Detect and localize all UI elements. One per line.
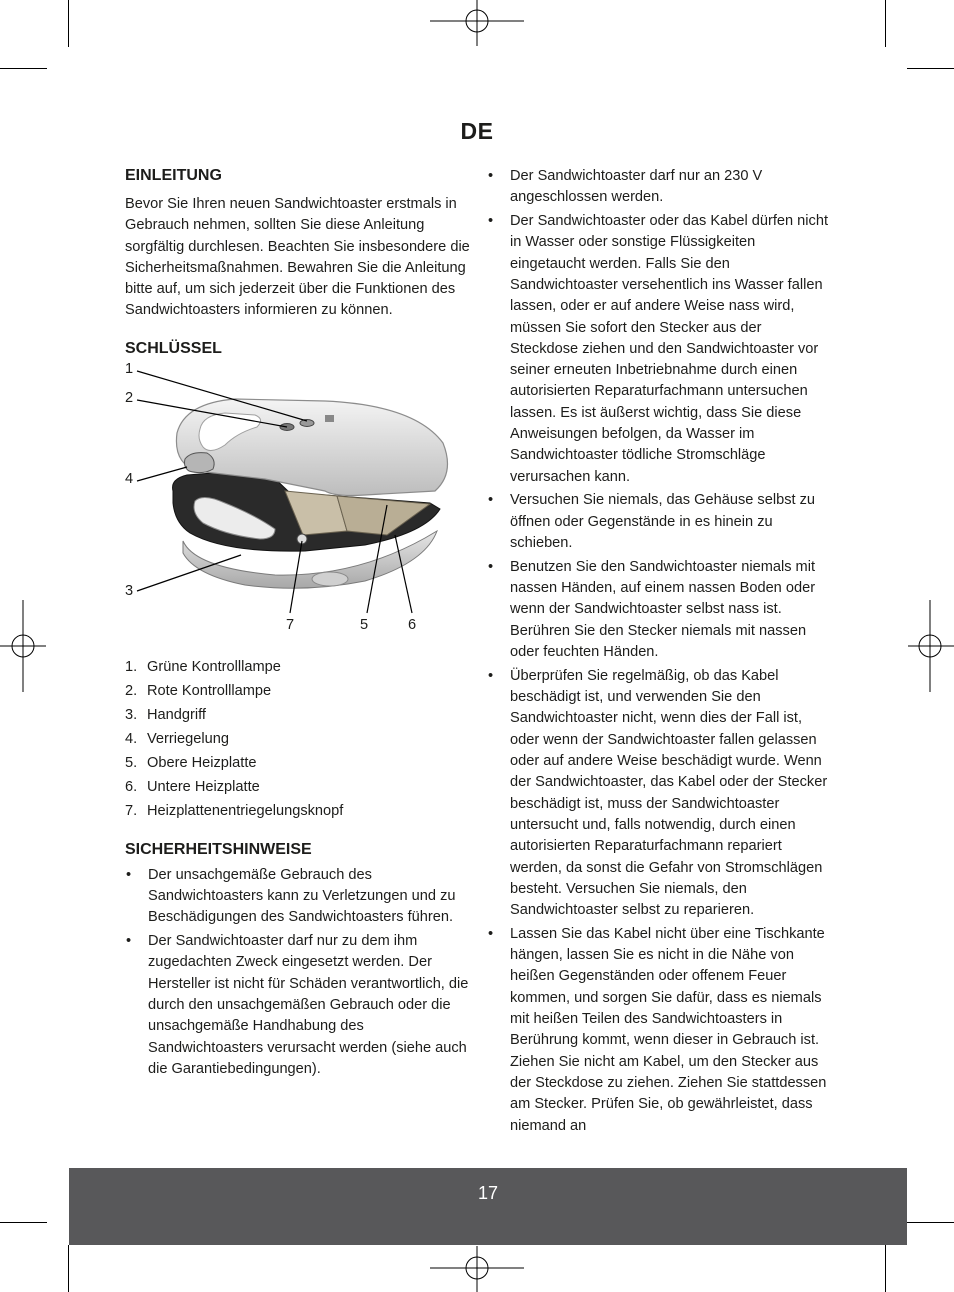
crop-mark: [0, 68, 47, 69]
list-item: 6. Untere Heizplatte: [125, 778, 260, 795]
registration-mark-bottom: [430, 1245, 524, 1292]
crop-mark: [0, 1222, 47, 1223]
list-item: • Der unsachgemäße Gebrauch des Sandwichtoasters kann zu Verletzungen und zu Beschädigungen des Sandwichtoasters führen.: [126, 866, 456, 926]
footer-band: [69, 1168, 907, 1245]
crop-mark: [907, 1222, 954, 1223]
safety-list-left: [125, 865, 470, 1080]
registration-mark-right: [907, 600, 954, 692]
key-heading: SCHLÜSSEL: [125, 339, 222, 357]
crop-mark: [68, 0, 69, 47]
list-item: 4. Verriegelung: [125, 730, 229, 747]
crop-mark: [885, 1245, 886, 1292]
list-item: • Der Sandwichtoaster darf nur zu dem ihm zugedachten Zweck eingesetzt werden. Der Hersteller ist nicht für Schäden verantwortlich, die durch den unsachgemäßen Gebrauch oder die unsachgemäße Handhabung des Sandwichtoasters verursacht werden (siehe auch die Garantiebedingungen).: [126, 933, 469, 1077]
page-number: 17: [477, 1183, 499, 1203]
left-column: [125, 166, 470, 1083]
callout-7: 7: [286, 616, 295, 633]
list-item: 5. Obere Heizplatte: [125, 754, 257, 771]
list-item: • Versuchen Sie niemals, das Gehäuse selbst zu öffnen oder Gegenstände in es hinein zu schieben.: [488, 492, 816, 552]
callout-1: 1: [125, 360, 134, 377]
callout-3: 3: [125, 582, 134, 599]
intro-heading: EINLEITUNG: [125, 167, 222, 184]
list-item: • Überprüfen Sie regelmäßig, ob das Kabel beschädigt ist, und verwenden Sie den Sandwichtoaster nicht, wenn dies der Fall ist, oder wenn der Sandwichtoaster fallen gelassen oder auf andere Weise beschädigt wurde. Wenn der Sandwichtoaster, das Kabel oder der Stecker beschädigt ist, muss der Sandwichtoaster untersucht und, falls notwendig, durch einen autorisierten Reparaturfachmann repariert werden, da sonst die Gefahr von Stromschlägen besteht. Versuchen Sie niemals, den Sandwichtoaster selbst zu reparieren.: [488, 667, 828, 919]
list-item: 3. Handgriff: [125, 706, 206, 723]
registration-mark-top: [430, 0, 524, 47]
language-heading: DE: [460, 118, 494, 144]
intro-text: Bevor Sie Ihren neuen Sandwichtoaster erstmals in Gebrauch nehmen, sollten Sie diese Anleitung sorgfältig durchlesen. Beachten Sie insbesondere die Sicherheitsmaßnahmen. Bewahren Sie die Anleitung bitte auf, um sich jederzeit über die Funktionen des Sandwichtoasters informieren zu können.: [125, 196, 470, 319]
crop-mark: [68, 1245, 69, 1292]
crop-mark: [885, 0, 886, 47]
safety-heading: SICHERHEITSHINWEISE: [125, 840, 312, 858]
crop-mark: [907, 68, 954, 69]
toaster-figure: [125, 360, 470, 643]
list-item: 1. Grüne Kontrolllampe: [125, 658, 281, 675]
registration-mark-left: [0, 600, 47, 692]
right-column: [487, 166, 832, 1139]
sandwich-toaster-illustration: [125, 360, 470, 643]
list-item: 7. Heizplattenentriegelungsknopf: [125, 802, 344, 819]
callout-4: 4: [125, 470, 134, 487]
list-item: • Der Sandwichtoaster darf nur an 230 V angeschlossen werden.: [488, 168, 763, 206]
list-item: • Benutzen Sie den Sandwichtoaster niemals mit nassen Händen, auf einem nassen Boden oder wenn der Sandwichtoaster selbst nass ist. Berühren Sie den Stecker niemals mit nassen oder feuchten Händen.: [488, 558, 816, 661]
key-list: [125, 655, 470, 823]
callout-6: 6: [408, 616, 417, 633]
list-item: • Lassen Sie das Kabel nicht über eine Tischkante hängen, lassen Sie es nicht in die Nähe von heißen Gegenständen oder offenem Feuer kommen, und sorgen Sie dafür, dass es niemals mit heißen Teilen des Sandwichtoasters in Berührung kommt, wenn dieser in Gebrauch ist. Ziehen Sie nicht am Kabel, um den Stecker aus der Steckdose zu ziehen. Ziehen Sie stattdessen am Stecker. Prüfen Sie, ob gewährleistet, dass niemand an: [488, 925, 827, 1134]
list-item: 2. Rote Kontrolllampe: [125, 682, 272, 699]
callout-2: 2: [125, 389, 134, 406]
callout-5: 5: [360, 616, 369, 633]
list-item: • Der Sandwichtoaster oder das Kabel dürfen nicht in Wasser oder sonstige Flüssigkeiten eingetaucht werden. Falls Sie den Sandwichtoaster versehentlich ins Wasser fallen lassen, oder er auf andere Weise nass wird, müssen Sie sofort den Stecker aus der Steckdose ziehen und den Sandwichtoaster vor seiner erneuten Inbetriebnahme durch einen autorisierten Reparaturfachmann untersuchen lassen. Es ist äußerst wichtig, dass Sie diese Anweisungen befolgen, da Wasser im Sandwichtoaster tödliche Stromschläge verursachen kann.: [488, 213, 829, 485]
safety-list-right: [487, 166, 832, 1137]
